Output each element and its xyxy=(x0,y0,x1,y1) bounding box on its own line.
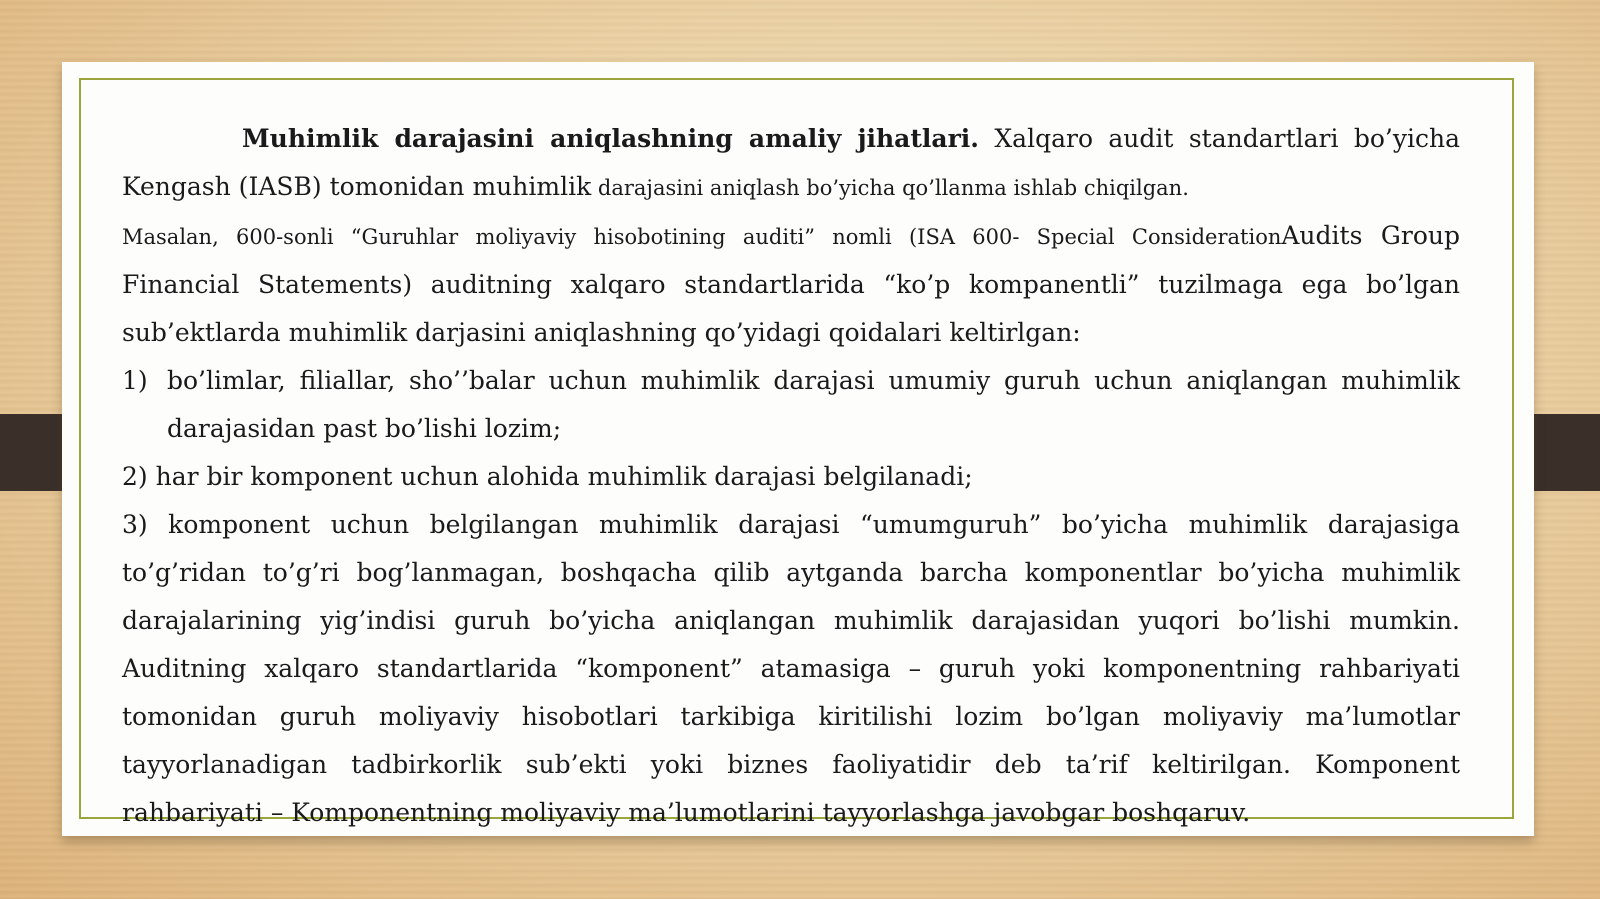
intro-text: Xalqaro audit standartlari bo’yicha Kengash (IASB) tomonidan muhimlik xyxy=(122,124,1460,201)
paragraph-example xyxy=(122,212,1460,357)
list-item-text: bo’limlar, filiallar, sho’’balar uchun muhimlik darajasi umumiy guruh uchun aniqlangan muhimlik darajasidan past bo’lishi lozim; xyxy=(167,366,1460,443)
example-text: Audits Group Financial Statements) auditning xalqaro standartlarida “ko’p kompanentli” tuzilmaga ega bo’lgan sub’ektlarda muhimlik darjasini aniqlashning qo’yidagi qoidalari keltirlgan: xyxy=(122,221,1460,347)
list-number: 1) xyxy=(122,366,148,395)
slide-body-text xyxy=(122,115,1460,837)
paragraph-intro xyxy=(122,115,1460,212)
list-item-1 xyxy=(122,357,1460,453)
list-item-2: 2) har bir komponent uchun alohida muhimlik darajasi belgilanadi; xyxy=(122,462,973,491)
section-heading: Muhimlik darajasini aniqlashning amaliy jihatlari. xyxy=(242,124,979,153)
list-item-3: 3) komponent uchun belgilangan muhimlik darajasi “umumguruh” bo’yicha muhimlik darajasiga to’g’ridan to’g’ri bog’lanmagan, boshqacha qilib aytganda barcha komponentlar bo’yicha muhimlik darajalarining yig’indisi guruh bo’yicha aniqlangan muhimlik darajasidan yuqori bo’lishi mumkin. Auditning xalqaro standartlarida “komponent” atamasiga – guruh yoki komponentning rahbariyati tomonidan guruh moliyaviy hisobotlari tarkibiga kiritilishi lozim bo’lgan moliyaviy ma’lumotlar tayyorlanadigan tadbirkorlik sub’ekti yoki biznes faoliyatidir deb ta’rif keltirilgan. Komponent rahbariyati – Komponentning moliyaviy ma’lumotlarini tayyorlashga javobgar boshqaruv. xyxy=(122,510,1460,827)
intro-text-small: darajasini aniqlash bo’yicha qo’llanma ishlab chiqilgan. xyxy=(591,176,1189,200)
example-text-small: Masalan, 600-sonli “Guruhlar moliyaviy hisobotining auditi” nomli (ISA 600- Special Consideration xyxy=(122,225,1282,249)
